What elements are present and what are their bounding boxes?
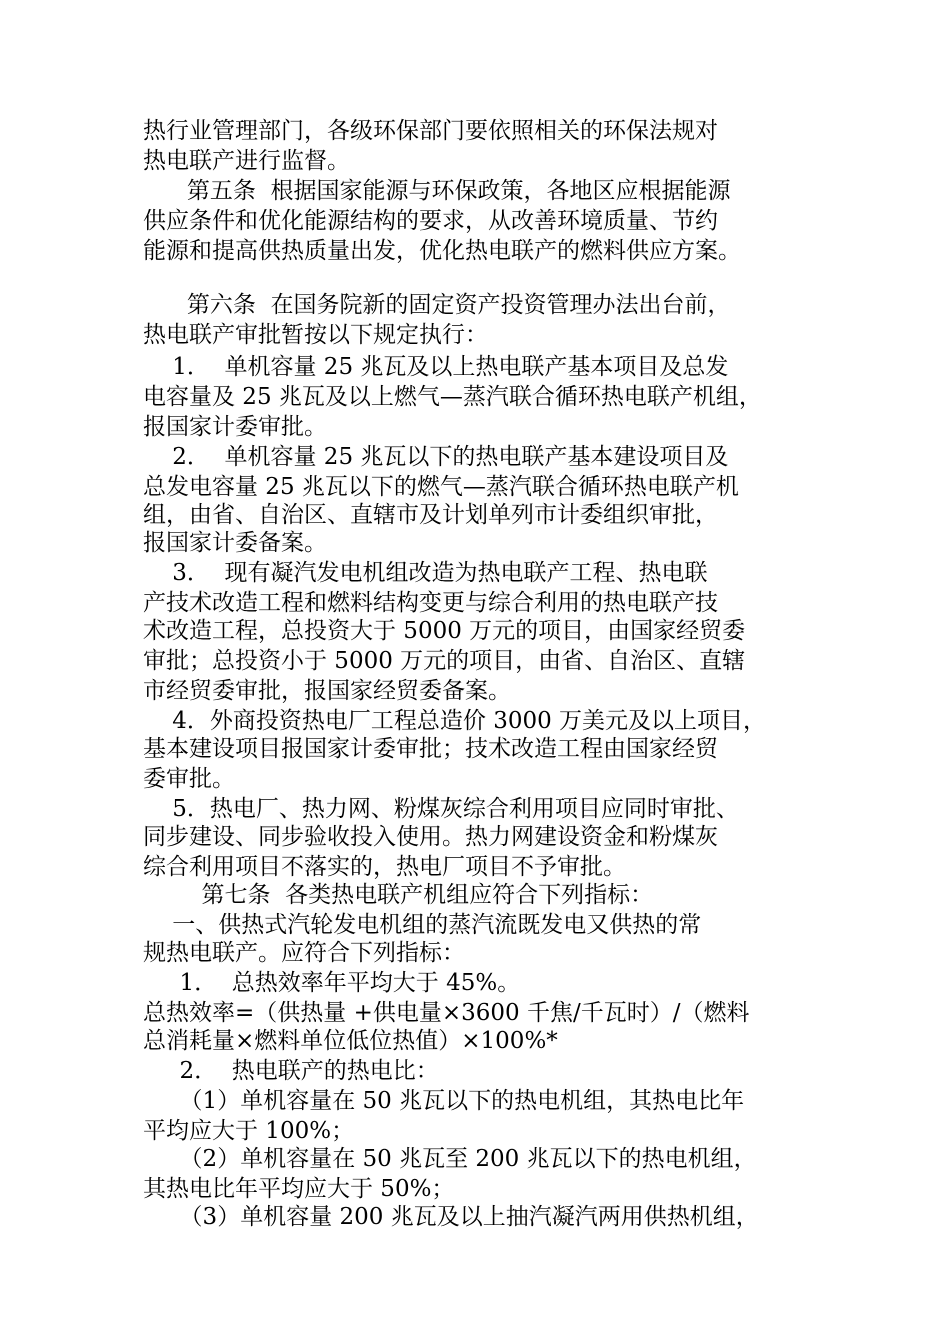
text-line: 热行业管理部门，各级环保部门要依照相关的环保法规对 xyxy=(143,118,718,144)
text-line: 1． 总热效率年平均大于 45%。 xyxy=(143,970,521,996)
text-line: 市经贸委审批，报国家经贸委备案。 xyxy=(143,678,511,704)
text-line: （1）单机容量在 50 兆瓦以下的热电机组，其热电比年 xyxy=(143,1088,745,1114)
text-line: 2． 热电联产的热电比： xyxy=(143,1058,439,1084)
text-line: 组，由省、自治区、直辖市及计划单列市计委组织审批， xyxy=(143,502,718,528)
text-line: 第七条 各类热电联产机组应符合下列指标： xyxy=(143,882,654,908)
text-line: 产技术改造工程和燃料结构变更与综合利用的热电联产技 xyxy=(143,590,718,616)
text-line: 能源和提高供热质量出发，优化热电联产的燃料供应方案。 xyxy=(143,238,741,264)
text-line: （2）单机容量在 50 兆瓦至 200 兆瓦以下的热电机组， xyxy=(143,1146,757,1172)
text-line: 总热效率=（供热量 +供电量×3600 千焦/千瓦时）/（燃料 xyxy=(143,1000,750,1026)
text-line: 供应条件和优化能源结构的要求，从改善环境质量、节约 xyxy=(143,208,718,234)
text-line: 术改造工程，总投资大于 5000 万元的项目，由国家经贸委 xyxy=(143,618,746,644)
text-line: 热电联产审批暂按以下规定执行： xyxy=(143,322,488,348)
text-line: 同步建设、同步验收投入使用。热力网建设资金和粉煤灰 xyxy=(143,824,718,850)
text-line: 报国家计委审批。 xyxy=(143,414,327,440)
text-line: 一、供热式汽轮发电机组的蒸汽流既发电又供热的常 xyxy=(143,912,702,938)
text-line: 热电联产进行监督。 xyxy=(143,148,350,174)
text-line: 基本建设项目报国家计委审批；技术改造工程由国家经贸 xyxy=(143,736,718,762)
text-line: 总消耗量×燃料单位低位热值）×100%* xyxy=(143,1028,558,1054)
text-line: 规热电联产。应符合下列指标： xyxy=(143,940,465,966)
text-line: 2． 单机容量 25 兆瓦以下的热电联产基本建设项目及 xyxy=(143,444,729,470)
text-line: 第六条 在国务院新的固定资产投资管理办法出台前， xyxy=(143,292,731,318)
text-line: 总发电容量 25 兆瓦以下的燃气—蒸汽联合循环热电联产机 xyxy=(143,474,739,500)
text-line: 其热电比年平均应大于 50%； xyxy=(143,1176,455,1202)
text-line: 4．外商投资热电厂工程总造价 3000 万美元及以上项目， xyxy=(143,708,767,734)
text-line: 报国家计委备案。 xyxy=(143,530,327,556)
text-line: 3． 现有凝汽发电机组改造为热电联产工程、热电联 xyxy=(143,560,708,586)
text-line: 电容量及 25 兆瓦及以上燃气—蒸汽联合循环热电联产机组， xyxy=(143,384,762,410)
text-line: （3）单机容量 200 兆瓦及以上抽汽凝汽两用供热机组， xyxy=(143,1204,759,1230)
text-line: 综合利用项目不落实的，热电厂项目不予审批。 xyxy=(143,854,626,880)
text-line: 审批；总投资小于 5000 万元的项目，由省、自治区、直辖 xyxy=(143,648,746,674)
text-line: 第五条 根据国家能源与环保政策，各地区应根据能源 xyxy=(143,178,731,204)
text-line: 平均应大于 100%； xyxy=(143,1118,355,1144)
text-line: 1． 单机容量 25 兆瓦及以上热电联产基本项目及总发 xyxy=(143,354,729,380)
text-line: 委审批。 xyxy=(143,766,235,792)
text-line: 5．热电厂、热力网、粉煤灰综合利用项目应同时审批、 xyxy=(143,796,739,822)
